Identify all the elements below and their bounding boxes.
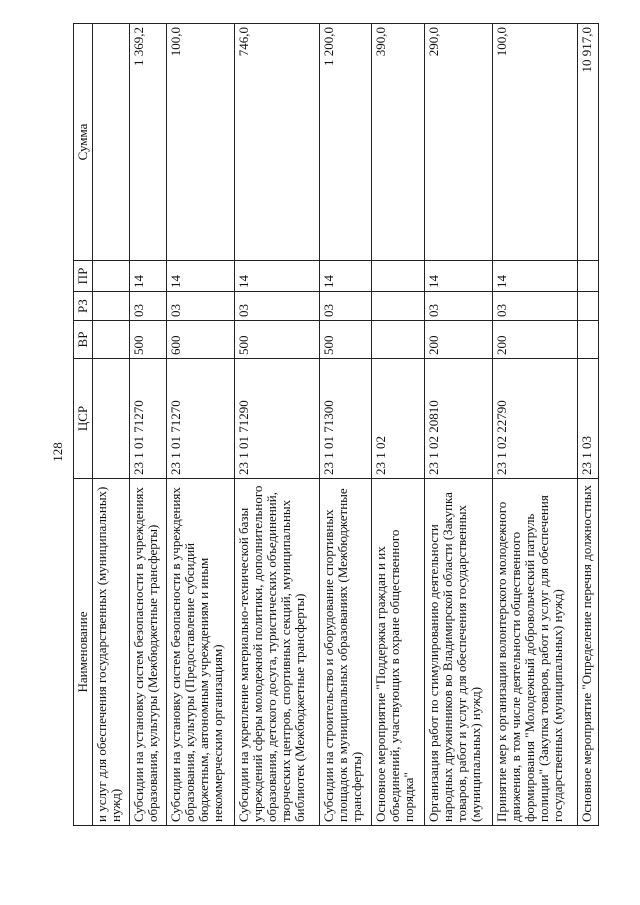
rotated-table-container — [73, 27, 599, 826]
header-csr: ЦСР — [74, 359, 93, 479]
table-row — [235, 24, 319, 826]
header-rz: РЗ — [74, 292, 93, 321]
table-row — [372, 24, 425, 826]
row-name: Субсидии на укрепление материально-технической базы учреждений сферы молодежной политики, дополнительного образования, детского досуга, туристических объединений, творческих центров, спортивных секций, муниципальных библиотек (Межбюджетные трансферты) — [235, 479, 319, 826]
row-csr: 23 1 02 20810 — [425, 359, 493, 479]
row-sum: 746,0 — [235, 24, 319, 261]
row-name: Субсидии на строительство и оборудование спортивных площадок в муниципальных образованиях (Межбюджетные трансферты) — [319, 479, 372, 826]
table-row — [130, 24, 167, 826]
row-pr — [577, 261, 598, 292]
row-rz — [93, 292, 130, 321]
row-vr — [93, 321, 130, 359]
page-number: 128 — [50, 442, 65, 462]
row-pr: 14 — [235, 261, 319, 292]
table-row — [93, 24, 130, 826]
row-rz: 03 — [425, 292, 493, 321]
row-pr — [93, 261, 130, 292]
row-vr — [577, 321, 598, 359]
row-vr — [372, 321, 425, 359]
row-name: Принятие мер к организации волонтерского молодежного движения, в том числе деятельности общественного формирования "Молодежный добровольческий патруль полиции" (Закупка товаров, работ и услуг для обеспечения государственных (муниципальных) нужд) — [493, 479, 577, 826]
table-row — [167, 24, 235, 826]
row-name: Основное мероприятие "Определение перечня должностных — [577, 479, 598, 826]
row-csr: 23 1 01 71270 — [130, 359, 167, 479]
table-row — [319, 24, 372, 826]
row-rz: 03 — [493, 292, 577, 321]
row-pr: 14 — [493, 261, 577, 292]
header-pr: ПР — [74, 261, 93, 292]
row-name: Субсидии на установку систем безопасности в учреждениях образования, культуры (Межбюджетные трансферты) — [130, 479, 167, 826]
table-row — [577, 24, 598, 826]
row-name: и услуг для обеспечения государственных (муниципальных) нужд) — [93, 479, 130, 826]
row-pr: 14 — [319, 261, 372, 292]
header-vr: ВР — [74, 321, 93, 359]
row-csr: 23 1 03 — [577, 359, 598, 479]
header-name: Наименование — [74, 479, 93, 826]
row-sum: 390,0 — [372, 24, 425, 261]
row-vr: 500 — [319, 321, 372, 359]
row-rz: 03 — [130, 292, 167, 321]
row-sum: 1 369,2 — [130, 24, 167, 261]
row-sum — [93, 24, 130, 261]
row-vr: 200 — [493, 321, 577, 359]
row-sum: 100,0 — [493, 24, 577, 261]
table-row — [425, 24, 493, 826]
row-rz — [577, 292, 598, 321]
row-pr — [372, 261, 425, 292]
row-sum: 10 917,0 — [577, 24, 598, 261]
row-csr: 23 1 02 — [372, 359, 425, 479]
row-csr — [93, 359, 130, 479]
table-row — [493, 24, 577, 826]
row-rz: 03 — [319, 292, 372, 321]
row-vr: 200 — [425, 321, 493, 359]
row-vr: 500 — [130, 321, 167, 359]
row-rz: 03 — [167, 292, 235, 321]
row-csr: 23 1 01 71270 — [167, 359, 235, 479]
row-pr: 14 — [425, 261, 493, 292]
row-rz — [372, 292, 425, 321]
row-sum: 290,0 — [425, 24, 493, 261]
budget-table-wrap — [73, 27, 599, 826]
row-csr: 23 1 01 71300 — [319, 359, 372, 479]
row-name: Организация работ по стимулированию деятельности народных дружинников во Владимирской области (Закупка товаров, работ и услуг для обеспечения государственных (муниципальных) нужд) — [425, 479, 493, 826]
header-sum: Сумма — [74, 24, 93, 261]
table-header-row — [74, 24, 93, 826]
row-rz: 03 — [235, 292, 319, 321]
row-sum: 1 200,0 — [319, 24, 372, 261]
row-name: Основное мероприятие "Поддержка граждан и их объединений, участвующих в охране общественного порядка" — [372, 479, 425, 826]
row-vr: 500 — [235, 321, 319, 359]
row-csr: 23 1 02 22790 — [493, 359, 577, 479]
row-pr: 14 — [167, 261, 235, 292]
row-vr: 600 — [167, 321, 235, 359]
row-pr: 14 — [130, 261, 167, 292]
budget-table — [73, 23, 599, 826]
row-name: Субсидии на установку систем безопасности в учреждениях образования, культуры (Предоставление субсидий бюджетным, автономным учреждениям и иным некоммерческим организациям) — [167, 479, 235, 826]
row-csr: 23 1 01 71290 — [235, 359, 319, 479]
row-sum: 100,0 — [167, 24, 235, 261]
